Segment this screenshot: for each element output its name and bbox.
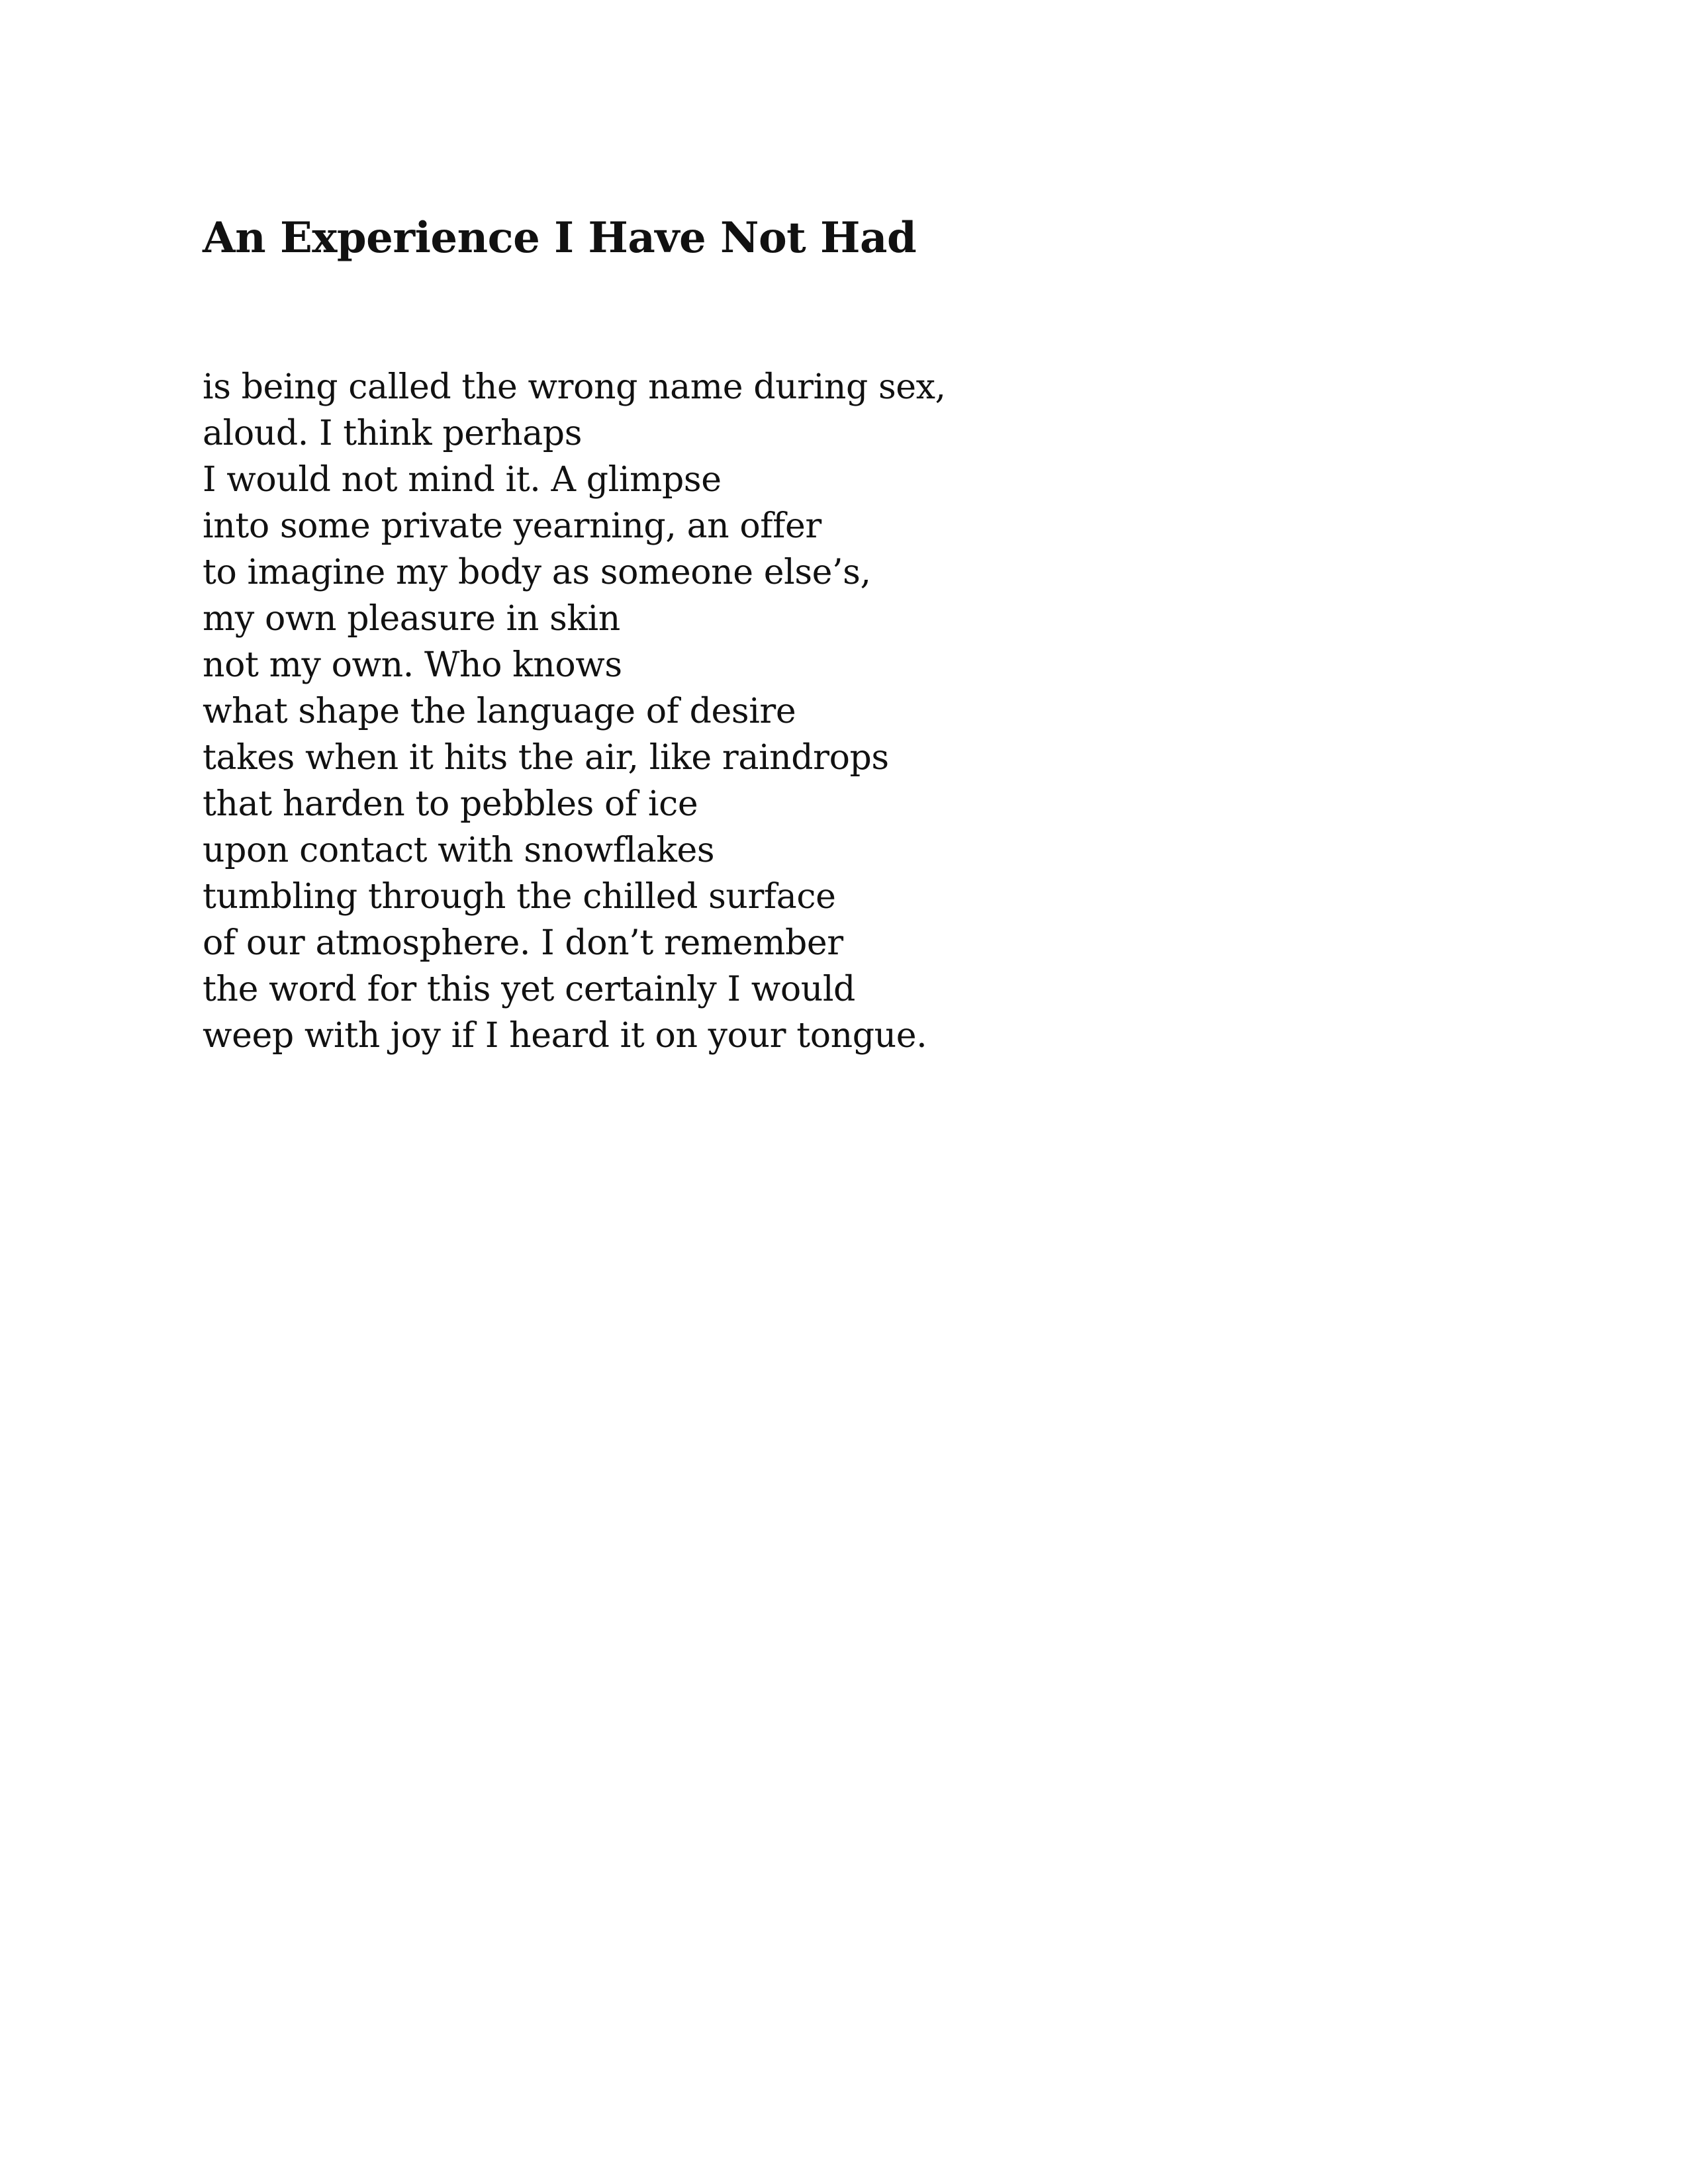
poem-line: what shape the language of desire — [203, 692, 796, 731]
poem-line: not my own. Who knows — [203, 645, 622, 685]
poem-body — [203, 364, 946, 1059]
poem-line: the word for this yet certainly I would — [203, 970, 855, 1009]
poem-line: that harden to pebbles of ice — [203, 784, 698, 824]
poem-line: of our atmosphere. I don’t remember — [203, 923, 843, 963]
poem-line: is being called the wrong name during sex, — [203, 367, 946, 407]
poem-line: upon contact with snowflakes — [203, 831, 715, 870]
poem-title: An Experience I Have Not Had — [203, 213, 917, 263]
poem-line: tumbling through the chilled surface — [203, 877, 836, 917]
poem-line: my own pleasure in skin — [203, 599, 620, 639]
poem-line: aloud. I think perhaps — [203, 414, 582, 453]
poem-line: into some private yearning, an offer — [203, 506, 821, 546]
poem-line: takes when it hits the air, like raindrops — [203, 738, 889, 778]
poem-line: weep with joy if I heard it on your tongue. — [203, 1016, 927, 1056]
poem-line: to imagine my body as someone else’s, — [203, 553, 871, 592]
poem-line: I would not mind it. A glimpse — [203, 460, 722, 500]
